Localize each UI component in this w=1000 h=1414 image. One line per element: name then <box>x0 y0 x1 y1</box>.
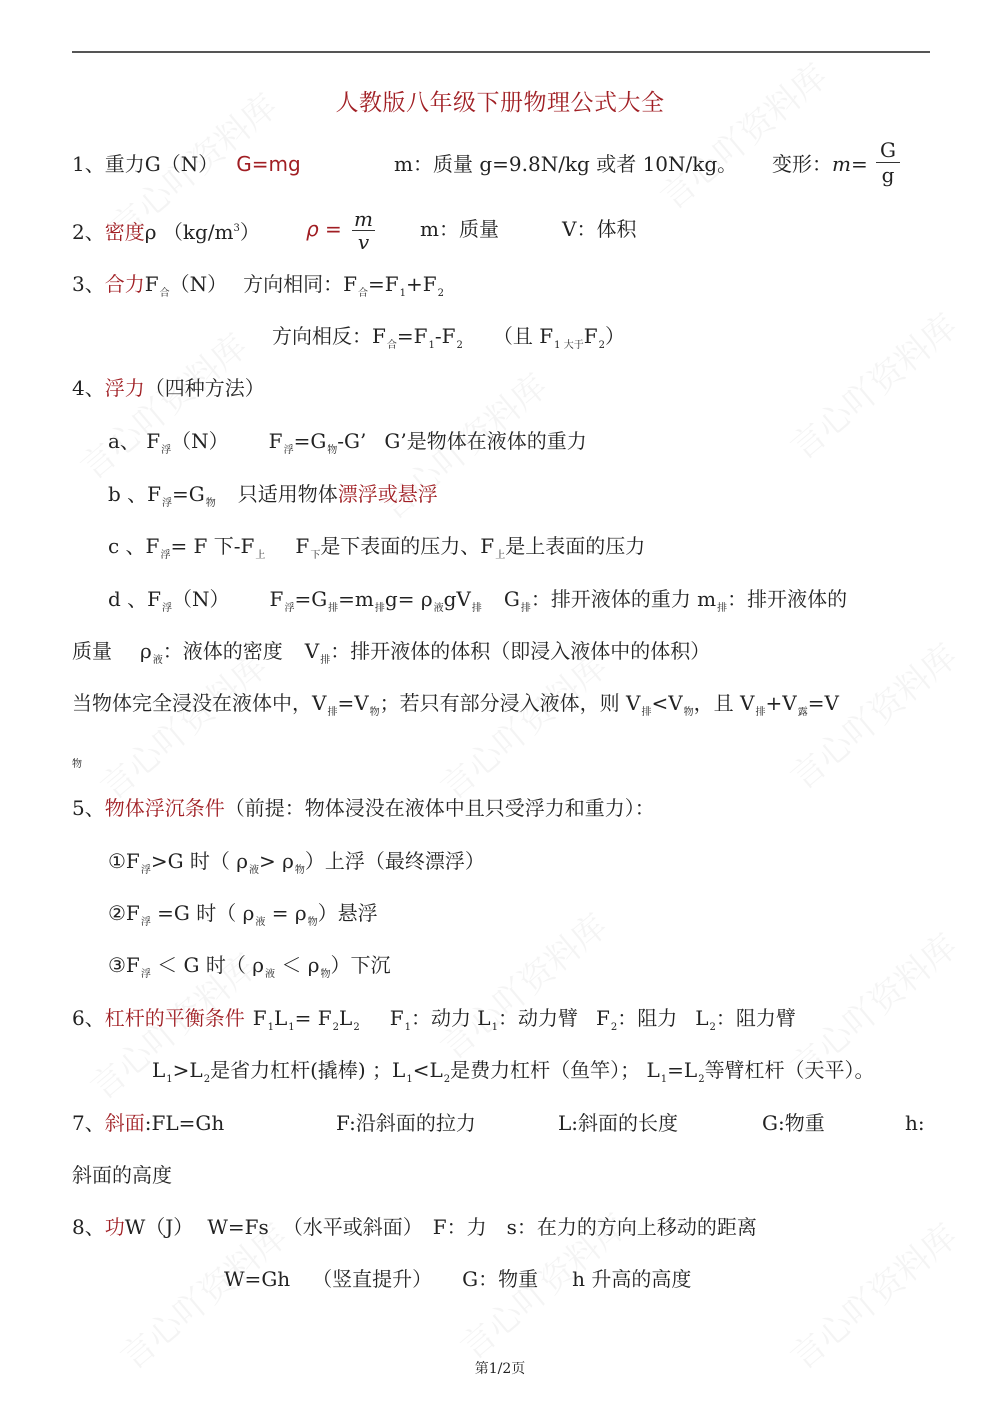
formula-part: -F <box>434 324 456 348</box>
page-number: 第1/2页 <box>474 1361 526 1377</box>
lever-part: 是费力杠杆（鱼竿）； L <box>450 1058 660 1082</box>
buoyancy-method-d <box>108 586 847 622</box>
subscript: 2 <box>610 1022 618 1033</box>
formula-part: =G <box>294 587 328 611</box>
case-mark: ②F <box>108 901 140 925</box>
subscript: 下 <box>310 550 321 561</box>
formula-part: g= ρ <box>384 587 433 611</box>
formula-gravity <box>72 151 301 177</box>
formula-part: =G <box>172 482 205 506</box>
subscript: 上 <box>255 550 266 561</box>
formula-part: =m <box>338 587 374 611</box>
item-desc: （四种方法） <box>144 376 265 400</box>
case-result: ）悬浮 <box>317 901 378 925</box>
fraction-denominator: g <box>881 163 895 187</box>
def-part: F <box>595 1006 610 1030</box>
fraction-G-over-g <box>876 138 900 187</box>
subscript: 液 <box>249 865 260 876</box>
note-text: ：排开液体的重力 m <box>530 587 717 611</box>
method-prefix: a、 F <box>108 429 161 453</box>
subscript: 浮 <box>161 445 172 456</box>
case-relation: > ρ <box>259 849 294 873</box>
subscript: 1 <box>399 288 407 299</box>
case-relation: =G 时（ ρ <box>150 901 255 925</box>
formula-part: G <box>503 587 520 611</box>
buoyancy-method-a <box>108 428 587 464</box>
subscript: 排 <box>755 707 766 718</box>
formula-part: = F <box>294 1006 332 1030</box>
lever-types <box>152 1057 875 1093</box>
item-symbol: G（N） <box>144 152 219 176</box>
page-title: 人教版八年级下册物理公式大全 <box>335 90 665 116</box>
gravity-variant <box>772 151 868 177</box>
formula: W=Gh <box>224 1267 291 1291</box>
subscript: 浮 <box>283 445 294 456</box>
formula-part: =G <box>293 429 327 453</box>
item-label: 杠杆的平衡条件 <box>104 1006 245 1030</box>
case-relation: ＜ G 时（ ρ <box>150 953 264 977</box>
case-relation: ＜ ρ <box>274 953 320 977</box>
subscript: 1 <box>491 1022 498 1033</box>
formula-part: V <box>304 639 320 663</box>
method-prefix: d 、F <box>108 587 162 611</box>
gravity-note <box>394 151 737 177</box>
formula-incline <box>72 1110 224 1136</box>
note-height: h 升高的高度 <box>572 1267 692 1291</box>
note-length: L:斜面的长度 <box>558 1111 679 1135</box>
formula-part: =F <box>396 324 428 348</box>
item-label: 重力 <box>104 152 145 176</box>
fraction-denominator: v <box>357 230 370 254</box>
subscript: 物 <box>369 707 380 718</box>
lever-part: 是省力杠杆(撬棒) ；L <box>210 1058 406 1082</box>
subscript: 浮 <box>160 550 171 561</box>
subscript: 排 <box>327 707 338 718</box>
subscript: 1 <box>660 1074 668 1085</box>
formula: :FL=Gh <box>144 1111 225 1135</box>
note-height-wrap: 斜面的高度 <box>72 1163 172 1187</box>
lever-part: <L <box>412 1058 443 1082</box>
note-text: ：液体的密度 <box>162 639 283 663</box>
def-part: ：阻力 <box>617 1006 678 1030</box>
lever-part: =L <box>667 1058 698 1082</box>
note-force: F:沿斜面的拉力 <box>336 1111 476 1135</box>
method-prefix: c 、F <box>108 534 160 558</box>
float-case-3 <box>108 952 390 988</box>
subscript: 物 <box>294 865 305 876</box>
formula-part: =F <box>368 272 399 296</box>
note-text: =V <box>337 691 369 715</box>
same-direction: 方向相同：F <box>243 272 358 296</box>
note-text: +V <box>765 691 797 715</box>
case-relation: >G 时（ ρ <box>150 849 249 873</box>
variant-lhs: m= <box>832 152 868 176</box>
watermark-text <box>648 50 836 219</box>
formula-resultant <box>72 271 444 307</box>
item-number: 5、 <box>72 796 105 820</box>
formula-buoyancy <box>72 375 265 401</box>
formula-part: -G’ <box>337 429 367 453</box>
formula-part: F <box>269 587 284 611</box>
case-note: （竖直提升） <box>312 1267 433 1291</box>
item-symbol: F <box>144 272 159 296</box>
watermark-text <box>778 300 966 469</box>
formula-part: +F <box>406 272 437 296</box>
condition: F <box>583 324 598 348</box>
note-text: 是上表面的压力 <box>505 534 646 558</box>
note-text: G’是物体在液体的重力 <box>384 429 587 453</box>
note-mass: m：质量 <box>420 217 499 241</box>
lever-part: >L <box>172 1058 203 1082</box>
formula-density <box>72 216 260 245</box>
subscript: 合 <box>358 288 369 299</box>
float-case-1 <box>108 848 485 884</box>
formula-part: ρ <box>140 639 152 663</box>
subscript: 2 <box>456 340 463 351</box>
note-text: 质量 <box>72 639 112 663</box>
def-part: ：阻力臂 <box>715 1006 796 1030</box>
fraction-numerator: m <box>354 207 373 231</box>
subscript: 排 <box>641 707 652 718</box>
case-mark: ③F <box>108 953 140 977</box>
subscript: 浮 <box>162 498 173 509</box>
subscript: 1 <box>404 1022 411 1033</box>
item-number: 4、 <box>72 376 105 400</box>
subscript: 物 <box>205 498 216 509</box>
case-relation: = ρ <box>265 901 307 925</box>
subscript: 2 <box>353 1022 360 1033</box>
formula-work <box>72 1214 757 1240</box>
note-text: ；若只有部分浸入液体，则 V <box>379 691 641 715</box>
def-part: ：动力 L <box>410 1006 491 1030</box>
subscript: 2 <box>203 1074 211 1085</box>
note-force: F：力 <box>432 1215 487 1239</box>
def-part: ：动力臂 <box>497 1006 578 1030</box>
note-text: ：排开液体的体积（即浸入液体中的体积） <box>330 639 711 663</box>
case-mark: ①F <box>108 849 140 873</box>
density-formula <box>306 216 342 242</box>
formula-lever <box>72 1005 796 1041</box>
item-symbol: W（J） <box>124 1215 194 1239</box>
subscript: 合 <box>386 340 397 351</box>
buoyancy-method-c <box>108 533 645 569</box>
lever-part: L <box>152 1058 166 1082</box>
formula-part: L <box>274 1006 288 1030</box>
subscript: 排 <box>471 603 482 614</box>
subscript: 1 <box>166 1074 173 1085</box>
def-part: L <box>695 1006 709 1030</box>
subscript: 液 <box>255 917 266 928</box>
method-prefix: b 、F <box>108 482 162 506</box>
item-label: 功 <box>104 1215 125 1239</box>
formula-part: F <box>295 534 310 558</box>
note-height: h: <box>905 1111 925 1135</box>
note-text: m：质量 g=9.8N/kg 或者 10N/kg。 <box>394 152 738 176</box>
subscript: 2 <box>437 288 445 299</box>
case-result: ）上浮（最终漂浮） <box>304 849 485 873</box>
subscript: 浮 <box>140 865 151 876</box>
note-text: =V <box>807 691 839 715</box>
note-text: 当物体完全浸没在液体中，V <box>72 691 327 715</box>
subscript: 液 <box>152 655 163 666</box>
subscript: 2 <box>332 1022 340 1033</box>
subscript: 1 大于 <box>554 340 584 351</box>
subscript: 2 <box>698 1074 705 1085</box>
item-number: 8、 <box>72 1215 105 1239</box>
note-distance: s：在力的方向上移动的距离 <box>506 1215 757 1239</box>
subscript: 露 <box>797 707 808 718</box>
case-note: （水平或斜面） <box>282 1215 423 1239</box>
case-result: ）下沉 <box>330 953 391 977</box>
note-weight: G：物重 <box>462 1267 539 1291</box>
subscript: 物 <box>683 707 694 718</box>
item-number: 7、 <box>72 1111 105 1135</box>
def-part: F <box>389 1006 404 1030</box>
formula-lhs: ρ = <box>306 217 342 241</box>
variant-label: 变形： <box>772 152 832 176</box>
item-number: 3、 <box>72 272 105 296</box>
subscript: 1 <box>428 340 435 351</box>
subscript: 浮 <box>162 603 173 614</box>
buoyancy-method-b <box>108 481 438 517</box>
item-label: 浮力 <box>104 376 145 400</box>
unit: （N） <box>172 587 230 611</box>
subscript: 2 <box>598 340 605 351</box>
opposite-label: 方向相反：F <box>272 324 386 348</box>
lever-part: 等臂杠杆（天平）。 <box>704 1058 875 1082</box>
formula-work-vertical <box>224 1266 691 1292</box>
subscript: 1 <box>288 1022 295 1033</box>
note-volume: V：体积 <box>562 217 637 241</box>
item-symbol: ρ （kg/m <box>144 220 234 244</box>
subscript: 浮 <box>140 969 151 980</box>
subscript: 上 <box>495 550 506 561</box>
header-rule <box>72 51 930 53</box>
item-label: 斜面 <box>104 1111 145 1135</box>
formula-part: F <box>252 1006 267 1030</box>
item-number: 6、 <box>72 1006 105 1030</box>
subscript: 液 <box>264 969 275 980</box>
subscript: 排 <box>374 603 385 614</box>
watermark-text <box>778 1210 966 1379</box>
unit: （N） <box>171 429 229 453</box>
item-number: 2、 <box>72 220 105 244</box>
float-case-2 <box>108 900 378 936</box>
subscript: 1 <box>267 1022 274 1033</box>
subscript: 液 <box>433 603 444 614</box>
note-text: ：排开液体的 <box>727 587 848 611</box>
note-text: 是下表面的压力、F <box>320 534 495 558</box>
fraction-m-over-v <box>352 208 375 253</box>
note-weight: G:物重 <box>762 1111 825 1135</box>
immersion-note <box>72 690 839 726</box>
watermark-text <box>428 900 616 1069</box>
subscript: 物 <box>320 969 331 980</box>
item-number: 1、 <box>72 152 105 176</box>
formula-part: L <box>339 1006 353 1030</box>
note-text: <V <box>651 691 683 715</box>
subscript: 2 <box>443 1074 451 1085</box>
formula-part: gV <box>443 587 471 611</box>
note-highlight: 漂浮或悬浮 <box>337 482 438 506</box>
item-label: 合力 <box>104 272 145 296</box>
formula: G=mg <box>236 152 301 176</box>
opposite-direction <box>272 323 625 359</box>
item-label: 物体浮沉条件 <box>104 796 225 820</box>
subscript: 1 <box>406 1074 413 1085</box>
subscript: 排 <box>520 603 531 614</box>
subscript: 合 <box>159 288 170 299</box>
unit-close: ） <box>239 220 260 244</box>
subscript: 2 <box>709 1022 716 1033</box>
fraction-numerator: G <box>876 138 900 163</box>
formula-part: F <box>268 429 283 453</box>
note-text: 只适用物体 <box>237 482 338 506</box>
unit: （N） <box>169 272 228 296</box>
buoyancy-method-d-cont <box>72 638 710 674</box>
condition: （且 F <box>492 324 554 348</box>
subscript: 排 <box>717 603 728 614</box>
item-label: 密度 <box>104 220 145 244</box>
formula-float-sink <box>72 795 655 821</box>
subscript: 浮 <box>284 603 295 614</box>
subscript: 排 <box>328 603 339 614</box>
note-text: ，且 V <box>693 691 755 715</box>
item-desc: （前提：物体浸没在液体中且只受浮力和重力）： <box>224 796 655 820</box>
formula-part: = F 下-F <box>170 534 255 558</box>
subscript: 物 <box>327 445 338 456</box>
superscript: 3 <box>233 223 240 234</box>
condition: ） <box>604 324 625 348</box>
immersion-wrap: 物 <box>72 759 82 770</box>
formula: W=Fs <box>207 1215 269 1239</box>
subscript: 排 <box>320 655 331 666</box>
subscript: 物 <box>307 917 318 928</box>
subscript: 浮 <box>140 917 151 928</box>
